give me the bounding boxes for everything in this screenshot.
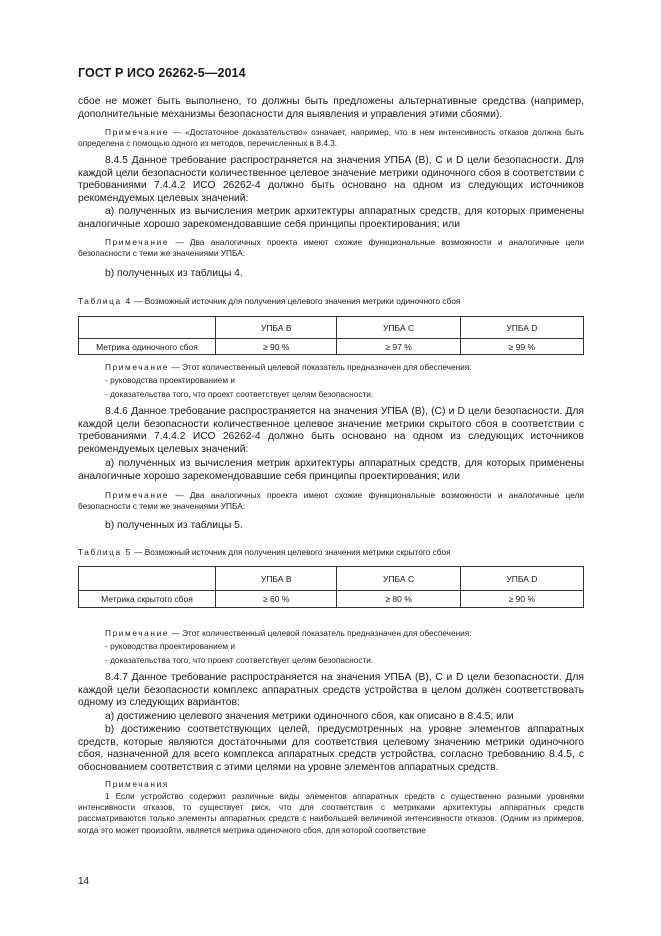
- table-header-cell: УПБА C: [337, 317, 460, 339]
- table-cell: ≥ 99 %: [460, 339, 583, 355]
- note-3-item: - доказательства того, что проект соответствует целям безопасности.: [105, 389, 374, 399]
- note-text: — Два аналогичных проекта имеют схожие функциональные возможности и аналогичные цели безопасности с теми же значениями УПБА:: [78, 237, 584, 259]
- note-label: Примечание: [105, 362, 170, 372]
- paragraph-continuation: сбое не может быть выполнено, то должны быть предложены альтернативные средства (например, дополнительные механизмы безопасности для выявления и управления этими сбоями).: [78, 96, 584, 120]
- table-header-cell: УПБА D: [460, 567, 583, 591]
- note-text: — Этот количественный целевой показатель предназначен для обеспечения:: [171, 362, 472, 372]
- caption-text: — Возможный источник для получения целевого значения метрики скрытого сбоя: [134, 547, 451, 557]
- clause-8-4-7: 8.4.7 Данное требование распространяется на значения УПБА (B), C и D цели безопасности. Для каждой цели безопасности комплекс аппаратных средств устройства в целом должен соответствовать одному из следующих вариантов:: [78, 672, 584, 709]
- note-4: [78, 490, 584, 512]
- table-cell: Метрика скрытого сбоя: [79, 591, 216, 608]
- note-text: — Этот количественный целевой показатель предназначен для обеспечения:: [171, 628, 472, 638]
- note-1: [78, 127, 584, 149]
- clause-8-4-6: 8.4.6 Данное требование распространяется на значения УПБА (B), (C) и D цели безопасности. Для каждой цели безопасности количественное целевое значение метрики скрытого сбоя в соответствии с требованиями 7.4.4.2 ИСО 26262-4 должно быть основано на одном из следующих источников рекомендуемых целевых значений:: [78, 406, 584, 455]
- note-2: [78, 237, 584, 259]
- table-4: [78, 316, 584, 355]
- table-5: [78, 566, 584, 608]
- caption-label: Таблица 5: [78, 547, 132, 557]
- note-label: Примечание: [105, 490, 170, 500]
- note-label: Примечание: [105, 127, 170, 137]
- note-5: [78, 628, 584, 639]
- notes-heading: [78, 779, 584, 790]
- table-header-cell: УПБА C: [337, 567, 460, 591]
- table-header-cell: УПБА B: [216, 317, 337, 339]
- note-5-item: - доказательства того, что проект соответствует целям безопасности.: [105, 655, 374, 665]
- clause-8-4-6-item-b: b) полученных из таблицы 5.: [105, 520, 243, 531]
- clause-8-4-7-item-b: b) достижению соответствующих целей, предусмотренных на уровне элементов аппаратных средств, которые являются достаточными для соответствия целевому значению метрики одиночного сбоя, назначенной для всего комплекса аппаратных средств устройства, согласно требованию 8.4.5, с обоснованием соответствия с этими целями на уровне элементов аппаратных средств.: [78, 724, 584, 773]
- table-cell: ≥ 90 %: [460, 591, 583, 608]
- clause-8-4-5-item-b: b) полученных из таблицы 4.: [105, 268, 243, 279]
- note-3: [78, 362, 584, 373]
- table-header-cell: [79, 317, 216, 339]
- note-5-item: - руководства проектированием и: [105, 641, 235, 651]
- notes-label: Примечания: [105, 779, 169, 789]
- note-text: — Два аналогичных проекта имеют схожие функциональные возможности и аналогичные цели безопасности с теми же значениями УПБА:: [78, 490, 584, 512]
- table-header-cell: [79, 567, 216, 591]
- clause-8-4-7-item-a: a) достижению целевого значения метрики одиночного сбоя, как описано в 8.4.5; или: [105, 711, 514, 722]
- document-header: ГОСТ Р ИСО 26262-5—2014: [78, 66, 246, 80]
- table-4-caption: [78, 296, 460, 306]
- table-cell: ≥ 80 %: [337, 591, 460, 608]
- table-cell: ≥ 90 %: [216, 339, 337, 355]
- table-header-cell: УПБА B: [216, 567, 337, 591]
- table-5-caption: [78, 547, 451, 557]
- clause-8-4-5-item-a: a) полученных из вычисления метрик архитектуры аппаратных средств, для которых применены аналогичные хорошо зарекомендовавшие себя принципы проектирования; или: [78, 206, 584, 230]
- table-header-cell: УПБА D: [460, 317, 583, 339]
- notes-item-1: 1 Если устройство содержит различные виды элементов аппаратных средств с существенно разными уровнями интенсивности отказов, то существует риск, что для соответствия с метриками архитектуры аппаратных средств рассматриваются только элементы аппаратных средств с наибольшей величиной интенсивности отказов. (Одним из примеров, когда это может произойти, является метрика одиночного сбоя, для которой соответствие: [78, 791, 584, 835]
- clause-8-4-6-item-a: a) полученных из вычисления метрик архитектуры аппаратных средств, для которых применены аналогичные хорошо зарекомендовавшие себя принципы проектирования; или: [78, 458, 584, 482]
- table-cell: ≥ 97 %: [337, 339, 460, 355]
- table-cell: Метрика одиночного сбоя: [79, 339, 216, 355]
- note-label: Примечание: [105, 628, 170, 638]
- clause-8-4-5: 8.4.5 Данное требование распространяется на значения УПБА (B), C и D цели безопасности. Для каждой цели безопасности количественное целевое значение метрики одиночного сбоя в соответствии с требованиями 7.4.4.2 ИСО 26262-4 должно быть основано на одном из следующих источников рекомендуемых целевых значений:: [78, 155, 584, 204]
- note-3-item: - руководства проектированием и: [105, 375, 235, 385]
- caption-text: — Возможный источник для получения целевого значения метрики одиночного сбоя: [134, 296, 461, 306]
- page-number: 14: [78, 876, 90, 887]
- note-label: Примечание: [105, 237, 170, 247]
- note-text: — «Достаточное доказательство» означает, например, что в нем интенсивность отказов должна быть определена с помощью одного из методов, перечисленных в 8.4.3.: [78, 127, 584, 149]
- caption-label: Таблица 4: [78, 296, 132, 306]
- table-cell: ≥ 60 %: [216, 591, 337, 608]
